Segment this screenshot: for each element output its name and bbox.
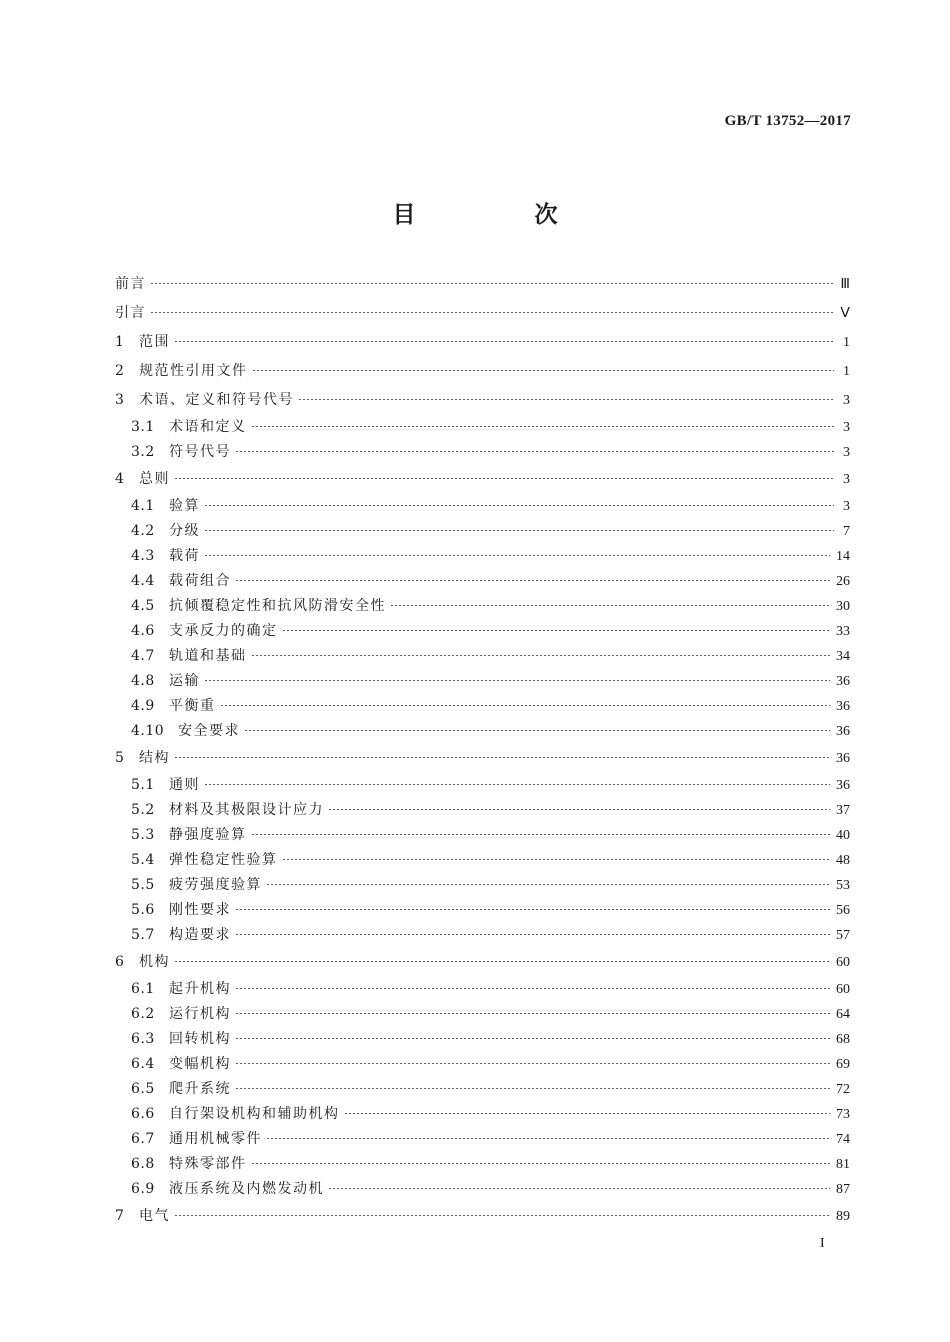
toc-entry-label: 抗倾覆稳定性和抗风防滑安全性 bbox=[169, 598, 386, 614]
dot-leader bbox=[235, 1063, 830, 1064]
dot-leader bbox=[174, 757, 830, 758]
dot-leader bbox=[174, 1215, 830, 1216]
toc-entry-number: 3.2 bbox=[131, 444, 155, 460]
toc-entry-page: 7 bbox=[843, 524, 850, 539]
toc-entry[interactable] bbox=[115, 694, 850, 719]
dot-leader bbox=[266, 884, 830, 885]
toc-entry-page: Ⅲ bbox=[840, 277, 850, 292]
toc-entry-label: 符号代号 bbox=[169, 444, 231, 460]
toc-entry-page: 14 bbox=[836, 549, 850, 564]
toc-entry-number: 1 bbox=[115, 334, 124, 350]
toc-entry-number: 4.1 bbox=[131, 498, 155, 514]
toc-entry[interactable] bbox=[115, 948, 850, 977]
toc-entry[interactable] bbox=[115, 270, 850, 299]
toc-entry[interactable] bbox=[115, 719, 850, 744]
toc-entry[interactable] bbox=[115, 1102, 850, 1127]
toc-entry-label: 爬升系统 bbox=[169, 1081, 231, 1097]
toc-entry[interactable] bbox=[115, 569, 850, 594]
toc-entry-page: 74 bbox=[836, 1132, 850, 1147]
toc-entry[interactable] bbox=[115, 923, 850, 948]
toc-entry-label: 疲劳强度验算 bbox=[169, 877, 262, 893]
dot-leader bbox=[344, 1113, 831, 1114]
toc-entry-label: 特殊零部件 bbox=[169, 1156, 247, 1172]
toc-entry-page: 36 bbox=[836, 778, 850, 793]
toc-entry-label: 规范性引用文件 bbox=[139, 363, 248, 379]
page-title: 目 次 bbox=[392, 202, 606, 228]
toc-entry-label: 通用机械零件 bbox=[169, 1131, 262, 1147]
toc-entry[interactable] bbox=[115, 744, 850, 773]
toc-entry-page: 53 bbox=[836, 878, 850, 893]
toc-entry-number: 4.5 bbox=[131, 598, 155, 614]
toc-entry[interactable] bbox=[115, 823, 850, 848]
dot-leader bbox=[174, 341, 834, 342]
toc-entry[interactable] bbox=[115, 1202, 850, 1231]
toc-entry-page: 89 bbox=[836, 1209, 850, 1224]
toc-entry-number: 6.9 bbox=[131, 1181, 155, 1197]
dot-leader bbox=[235, 1038, 830, 1039]
dot-leader bbox=[204, 784, 830, 785]
toc-entry-number: 4.3 bbox=[131, 548, 155, 564]
toc-entry-label: 术语、定义和符号代号 bbox=[139, 392, 294, 408]
toc-entry-page: 3 bbox=[843, 445, 850, 460]
toc-entry[interactable] bbox=[115, 1002, 850, 1027]
dot-leader bbox=[204, 530, 834, 531]
toc-entry-number: 6 bbox=[115, 954, 124, 970]
toc-entry-number: 4.8 bbox=[131, 673, 155, 689]
toc-entry[interactable] bbox=[115, 415, 850, 440]
dot-leader bbox=[235, 1088, 830, 1089]
toc-entry-label: 静强度验算 bbox=[169, 827, 247, 843]
toc-entry-number: 4.6 bbox=[131, 623, 155, 639]
toc-entry-label: 范围 bbox=[139, 334, 170, 350]
toc-entry-number: 5.5 bbox=[131, 877, 155, 893]
toc-entry-page: 87 bbox=[836, 1182, 850, 1197]
toc-entry[interactable] bbox=[115, 1152, 850, 1177]
toc-entry-label: 平衡重 bbox=[169, 698, 216, 714]
dot-leader bbox=[298, 399, 834, 400]
toc-entry-number: 6.2 bbox=[131, 1006, 155, 1022]
toc-entry-page: 57 bbox=[836, 928, 850, 943]
dot-leader bbox=[244, 730, 830, 731]
toc-entry-page: 3 bbox=[843, 472, 850, 487]
dot-leader bbox=[252, 370, 835, 371]
toc-entry[interactable] bbox=[115, 977, 850, 1002]
toc-entry-label: 载荷组合 bbox=[169, 573, 231, 589]
toc-entry-page: 48 bbox=[836, 853, 850, 868]
dot-leader bbox=[204, 555, 830, 556]
toc-entry-number: 6.4 bbox=[131, 1056, 155, 1072]
toc-entry-page: 3 bbox=[843, 499, 850, 514]
toc-entry-label: 构造要求 bbox=[169, 927, 231, 943]
toc-entry-number: 5.4 bbox=[131, 852, 155, 868]
toc-entry-page: 60 bbox=[836, 955, 850, 970]
toc-entry-page: 73 bbox=[836, 1107, 850, 1122]
toc-entry-label: 分级 bbox=[169, 523, 200, 539]
toc-entry-label: 起升机构 bbox=[169, 981, 231, 997]
toc-entry[interactable] bbox=[115, 619, 850, 644]
toc-entry-page: 36 bbox=[836, 724, 850, 739]
dot-leader bbox=[251, 426, 835, 427]
toc-entry-number: 6.5 bbox=[131, 1081, 155, 1097]
dot-leader bbox=[235, 1013, 830, 1014]
toc-entry-number: 5.2 bbox=[131, 802, 155, 818]
toc-entry-number: 6.6 bbox=[131, 1106, 155, 1122]
toc-entry-label: 材料及其极限设计应力 bbox=[169, 802, 324, 818]
toc-entry-label: 总则 bbox=[139, 471, 170, 487]
toc-entry-label: 前言 bbox=[115, 276, 146, 292]
toc-entry-label: 弹性稳定性验算 bbox=[169, 852, 278, 868]
toc-entry-page: 36 bbox=[836, 674, 850, 689]
toc-entry-label: 变幅机构 bbox=[169, 1056, 231, 1072]
toc-entry[interactable] bbox=[115, 1052, 850, 1077]
toc-entry-label: 通则 bbox=[169, 777, 200, 793]
toc-entry-page: 37 bbox=[836, 803, 850, 818]
toc-entry-label: 术语和定义 bbox=[169, 419, 247, 435]
toc-entry[interactable] bbox=[115, 544, 850, 569]
toc-entry[interactable] bbox=[115, 494, 850, 519]
toc-entry-label: 验算 bbox=[169, 498, 200, 514]
dot-leader bbox=[150, 312, 834, 313]
dot-leader bbox=[174, 961, 830, 962]
dot-leader bbox=[235, 580, 830, 581]
toc-entry-page: 36 bbox=[836, 751, 850, 766]
toc-entry-number: 4.9 bbox=[131, 698, 155, 714]
toc-entry-label: 刚性要求 bbox=[169, 902, 231, 918]
toc-entry[interactable] bbox=[115, 299, 850, 328]
dot-leader bbox=[235, 909, 830, 910]
toc-entry-page: 81 bbox=[836, 1157, 850, 1172]
toc-entry-page: 69 bbox=[836, 1057, 850, 1072]
toc-entry-label: 电气 bbox=[139, 1208, 170, 1224]
toc-entry[interactable] bbox=[115, 848, 850, 873]
toc-entry-page: 36 bbox=[836, 699, 850, 714]
toc-entry-number: 6.1 bbox=[131, 981, 155, 997]
toc-entry[interactable] bbox=[115, 773, 850, 798]
toc-entry-number: 5.1 bbox=[131, 777, 155, 793]
toc-entry[interactable] bbox=[115, 1177, 850, 1202]
toc-entry[interactable] bbox=[115, 898, 850, 923]
toc-entry-page: 56 bbox=[836, 903, 850, 918]
dot-leader bbox=[282, 859, 831, 860]
toc-entry-number: 5.7 bbox=[131, 927, 155, 943]
toc-entry[interactable] bbox=[115, 386, 850, 415]
dot-leader bbox=[282, 630, 831, 631]
table-of-contents bbox=[115, 270, 850, 1231]
toc-entry[interactable] bbox=[115, 1077, 850, 1102]
toc-entry[interactable] bbox=[115, 873, 850, 898]
dot-leader bbox=[328, 809, 830, 810]
toc-entry-label: 运输 bbox=[169, 673, 200, 689]
toc-entry[interactable] bbox=[115, 440, 850, 465]
toc-entry-page: 1 bbox=[843, 364, 850, 379]
dot-leader bbox=[390, 605, 830, 606]
toc-entry-label: 安全要求 bbox=[178, 723, 240, 739]
toc-entry[interactable] bbox=[115, 1127, 850, 1152]
toc-entry-page: 64 bbox=[836, 1007, 850, 1022]
dot-leader bbox=[235, 934, 830, 935]
dot-leader bbox=[174, 478, 834, 479]
toc-entry-label: 回转机构 bbox=[169, 1031, 231, 1047]
toc-entry-number: 3.1 bbox=[131, 419, 155, 435]
toc-entry-label: 运行机构 bbox=[169, 1006, 231, 1022]
dot-leader bbox=[251, 1163, 831, 1164]
toc-entry-number: 2 bbox=[115, 363, 124, 379]
toc-entry-page: 40 bbox=[836, 828, 850, 843]
standard-code: GB/T 13752—2017 bbox=[724, 113, 851, 129]
dot-leader bbox=[204, 505, 834, 506]
toc-entry-page: 1 bbox=[843, 335, 850, 350]
toc-entry-page: Ⅴ bbox=[840, 306, 850, 321]
toc-entry-label: 机构 bbox=[139, 954, 170, 970]
toc-entry-page: 3 bbox=[843, 420, 850, 435]
toc-entry-number: 7 bbox=[115, 1208, 124, 1224]
toc-entry-label: 轨道和基础 bbox=[169, 648, 247, 664]
toc-entry-number: 4 bbox=[115, 471, 124, 487]
toc-entry-label: 结构 bbox=[139, 750, 170, 766]
toc-entry-number: 4.10 bbox=[131, 723, 165, 739]
toc-entry-number: 4.4 bbox=[131, 573, 155, 589]
toc-entry-number: 5.3 bbox=[131, 827, 155, 843]
toc-entry-number: 4.7 bbox=[131, 648, 155, 664]
toc-entry-page: 33 bbox=[836, 624, 850, 639]
toc-entry-number: 6.8 bbox=[131, 1156, 155, 1172]
toc-entry-page: 72 bbox=[836, 1082, 850, 1097]
toc-entry[interactable] bbox=[115, 357, 850, 386]
toc-entry-label: 液压系统及内燃发动机 bbox=[169, 1181, 324, 1197]
dot-leader bbox=[328, 1188, 830, 1189]
toc-entry[interactable] bbox=[115, 669, 850, 694]
dot-leader bbox=[220, 705, 831, 706]
toc-entry-number: 4.2 bbox=[131, 523, 155, 539]
toc-entry-number: 6.7 bbox=[131, 1131, 155, 1147]
toc-entry-page: 34 bbox=[836, 649, 850, 664]
toc-entry-label: 支承反力的确定 bbox=[169, 623, 278, 639]
dot-leader bbox=[150, 283, 834, 284]
toc-entry[interactable] bbox=[115, 1027, 850, 1052]
dot-leader bbox=[251, 834, 831, 835]
dot-leader bbox=[266, 1138, 830, 1139]
toc-entry-page: 30 bbox=[836, 599, 850, 614]
toc-entry-label: 载荷 bbox=[169, 548, 200, 564]
dot-leader bbox=[235, 988, 830, 989]
toc-entry-page: 60 bbox=[836, 982, 850, 997]
toc-entry-page: 26 bbox=[836, 574, 850, 589]
toc-entry[interactable] bbox=[115, 465, 850, 494]
toc-entry-number: 3 bbox=[115, 392, 124, 408]
toc-entry-number: 5 bbox=[115, 750, 124, 766]
toc-entry-page: 3 bbox=[843, 393, 850, 408]
toc-entry[interactable] bbox=[115, 519, 850, 544]
toc-entry-number: 6.3 bbox=[131, 1031, 155, 1047]
toc-entry[interactable] bbox=[115, 594, 850, 619]
toc-entry-page: 68 bbox=[836, 1032, 850, 1047]
dot-leader bbox=[251, 655, 831, 656]
toc-entry[interactable] bbox=[115, 328, 850, 357]
toc-entry[interactable] bbox=[115, 798, 850, 823]
toc-entry-number: 5.6 bbox=[131, 902, 155, 918]
toc-entry[interactable] bbox=[115, 644, 850, 669]
dot-leader bbox=[204, 680, 830, 681]
page-number: I bbox=[820, 1236, 825, 1251]
dot-leader bbox=[235, 451, 834, 452]
toc-entry-label: 引言 bbox=[115, 305, 146, 321]
toc-entry-label: 自行架设机构和辅助机构 bbox=[169, 1106, 340, 1122]
